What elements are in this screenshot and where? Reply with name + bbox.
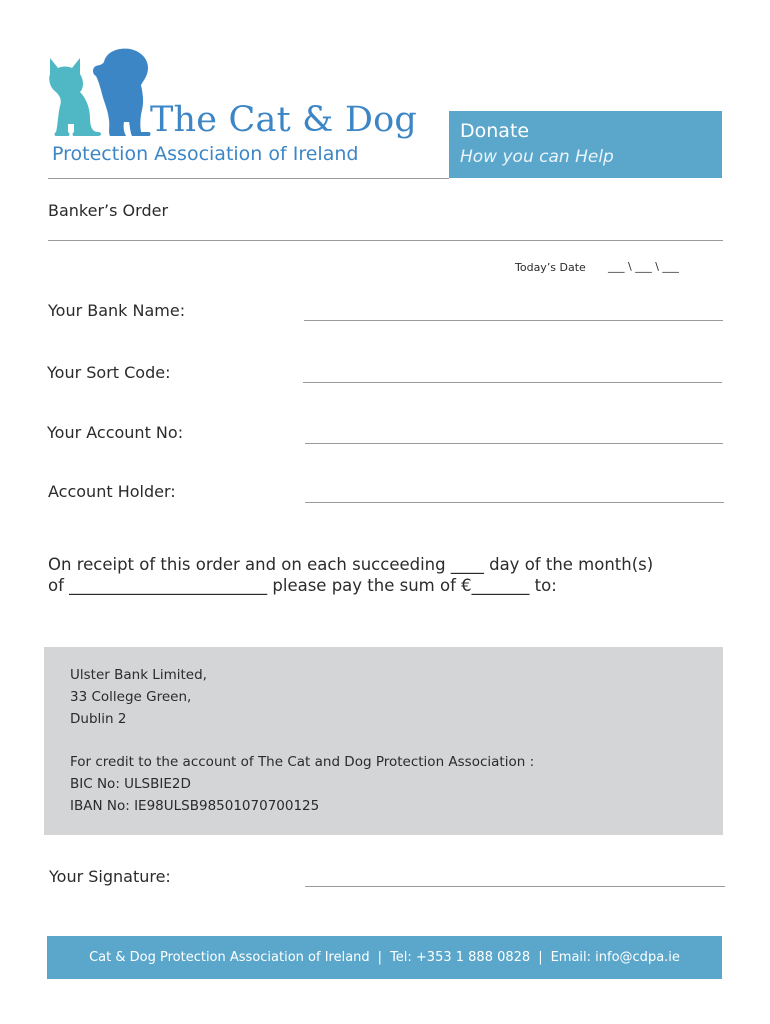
brand-title: The Cat & Dog: [150, 100, 417, 140]
account-holder-field[interactable]: [305, 502, 724, 503]
footer-org: Cat & Dog Protection Association of Ireland: [89, 950, 370, 965]
dog-icon: [93, 49, 151, 136]
account-holder-label: Account Holder:: [48, 482, 176, 501]
footer-bar: [47, 936, 722, 979]
footer-separator: |: [377, 950, 383, 965]
donate-subtitle: How you can Help: [460, 147, 614, 167]
donate-banner: [449, 111, 722, 178]
bank-name-field[interactable]: [304, 320, 723, 321]
signature-label: Your Signature:: [49, 867, 171, 886]
account-no-field[interactable]: [305, 443, 723, 444]
sort-code-label: Your Sort Code:: [47, 363, 171, 382]
brand-subtitle: Protection Association of Ireland: [52, 143, 359, 165]
footer-email[interactable]: Email: info@cdpa.ie: [550, 950, 680, 965]
bic-number: BIC No: ULSBIE2D: [70, 776, 191, 792]
order-instructions: [48, 554, 653, 596]
heading-divider: [48, 240, 723, 241]
donate-title: Donate: [460, 120, 530, 142]
bank-details-panel: [44, 647, 723, 835]
order-line-2: of ________________________ please pay the sum of €_______ to:: [48, 576, 557, 595]
bank-address-line: 33 College Green,: [70, 689, 192, 705]
bank-address-line: Dublin 2: [70, 711, 127, 727]
iban-number: IBAN No: IE98ULSB98501070700125: [70, 798, 320, 814]
bank-name-label: Your Bank Name:: [48, 301, 186, 320]
signature-field[interactable]: [305, 886, 725, 887]
account-no-label: Your Account No:: [47, 423, 184, 442]
bank-address-line: Ulster Bank Limited,: [70, 667, 207, 683]
footer-separator: |: [538, 950, 543, 965]
order-line-1: On receipt of this order and on each succeeding ____ day of the month(s): [48, 555, 654, 574]
footer-phone: Tel: +353 1 888 0828: [390, 950, 531, 965]
form-heading: Banker’s Order: [48, 201, 169, 220]
header-divider: [48, 178, 449, 179]
logo-graphic: [44, 44, 154, 144]
credit-account-line: For credit to the account of The Cat and Dog Protection Association :: [70, 754, 535, 770]
date-label: Today’s Date: [515, 261, 586, 274]
date-field[interactable]: ___ \ ___ \ ___: [608, 260, 679, 273]
sort-code-field[interactable]: [303, 382, 722, 383]
